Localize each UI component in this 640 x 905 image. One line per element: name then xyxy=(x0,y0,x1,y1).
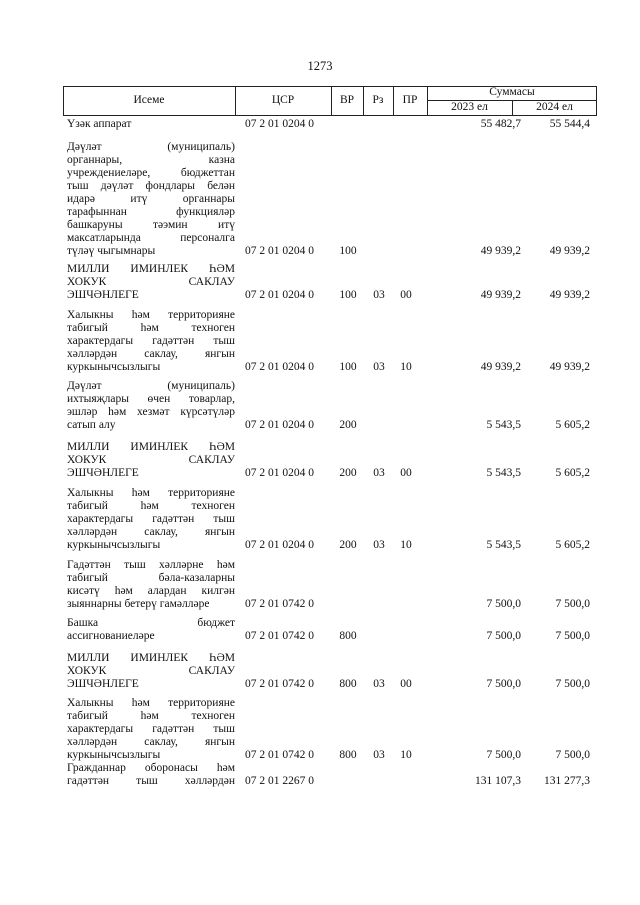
row-rz: 03 xyxy=(373,678,385,690)
row-sum-2024: 49 939,2 xyxy=(549,289,590,301)
row-sum-2023: 5 543,5 xyxy=(486,539,521,551)
row-name xyxy=(67,559,235,611)
row-csr: 07 2 01 0742 0 xyxy=(245,598,314,610)
row-vr: 200 xyxy=(339,419,357,431)
row-csr: 07 2 01 0204 0 xyxy=(245,118,314,130)
header-name: Исеме xyxy=(133,94,165,106)
row-sum-2023: 49 939,2 xyxy=(480,289,521,301)
row-name-line: характердагы гадәттән тыш xyxy=(67,335,235,347)
table-row xyxy=(63,118,597,131)
row-name-line: ХОКУК САКЛАУ xyxy=(67,665,235,677)
table-row xyxy=(63,141,597,258)
table-row xyxy=(63,559,597,611)
table-row xyxy=(63,441,597,480)
row-sum-2023: 55 482,7 xyxy=(480,118,521,130)
row-name xyxy=(67,697,235,762)
row-name-line: характердагы гадәттән тыш xyxy=(67,723,235,735)
row-name-line: эшләр һәм хезмәт күрсәтүләр xyxy=(67,406,235,418)
row-name xyxy=(67,762,235,788)
table-row xyxy=(63,617,597,643)
row-sum-2023: 5 543,5 xyxy=(486,419,521,431)
row-name-line: табигый бәла-казаларны xyxy=(67,572,235,584)
row-name xyxy=(67,263,235,302)
header-sums: Суммасы xyxy=(489,86,535,98)
table-row xyxy=(63,380,597,432)
row-name-line: Үзәк аппарат xyxy=(67,118,132,130)
table-row xyxy=(63,309,597,374)
row-name-line: башкаруны тәэмин итү xyxy=(67,219,235,231)
row-name-line: тыш дәүләт фондлары белән xyxy=(67,180,235,192)
row-name-line: МИЛЛИ ИМИНЛЕК ҺӘМ xyxy=(67,441,235,453)
row-name-line: ЭШЧӘНЛЕГЕ xyxy=(67,678,139,690)
row-sum-2023: 7 500,0 xyxy=(486,630,521,642)
row-csr: 07 2 01 0204 0 xyxy=(245,467,314,479)
row-vr: 200 xyxy=(339,467,357,479)
row-name-line: түләү чыгымнары xyxy=(67,245,156,257)
row-name-line: табигый һәм техноген xyxy=(67,710,235,722)
row-sum-2024: 5 605,2 xyxy=(555,419,590,431)
row-sum-2024: 49 939,2 xyxy=(549,245,590,257)
row-rz: 03 xyxy=(373,467,385,479)
row-csr: 07 2 01 0204 0 xyxy=(245,289,314,301)
row-name-line: куркынычсызлыгы xyxy=(67,749,161,761)
row-vr: 800 xyxy=(339,749,357,761)
table-header xyxy=(63,86,597,116)
table-row xyxy=(63,487,597,552)
row-rz: 03 xyxy=(373,539,385,551)
row-sum-2023: 7 500,0 xyxy=(486,678,521,690)
row-name-line: Халыкны һәм территорияне xyxy=(67,309,235,321)
row-name-line: идарә итү органнары xyxy=(67,193,235,205)
row-name-line: тарафыннан функцияләр xyxy=(67,206,235,218)
row-name-line: органнары, казна xyxy=(67,154,235,166)
row-name-line: табигый һәм техноген xyxy=(67,500,235,512)
table-row xyxy=(63,263,597,302)
row-name-line: хәлләрдән саклау, янгын xyxy=(67,526,235,538)
row-pr: 10 xyxy=(400,361,412,373)
row-rz: 03 xyxy=(373,289,385,301)
row-vr: 800 xyxy=(339,630,357,642)
row-name xyxy=(67,487,235,552)
row-name xyxy=(67,617,235,643)
row-name-line: МИЛЛИ ИМИНЛЕК ҺӘМ xyxy=(67,263,235,275)
row-csr: 07 2 01 0204 0 xyxy=(245,361,314,373)
row-name-line: МИЛЛИ ИМИНЛЕК ҺӘМ xyxy=(67,652,235,664)
row-name-line: хәлләрдән саклау, янгын xyxy=(67,736,235,748)
row-name-line: ЭШЧӘНЛЕГЕ xyxy=(67,467,139,479)
row-name-line: максатларында персоналга xyxy=(67,232,235,244)
row-name-line: Гадәттән тыш хәлләрне һәм xyxy=(67,559,235,571)
row-sum-2024: 7 500,0 xyxy=(555,749,590,761)
row-name xyxy=(67,309,235,374)
row-sum-2024: 7 500,0 xyxy=(555,630,590,642)
row-name xyxy=(67,652,235,691)
row-sum-2023: 49 939,2 xyxy=(480,361,521,373)
row-csr: 07 2 01 0742 0 xyxy=(245,678,314,690)
row-sum-2024: 7 500,0 xyxy=(555,678,590,690)
row-sum-2023: 7 500,0 xyxy=(486,749,521,761)
row-rz: 03 xyxy=(373,361,385,373)
row-name-line: хәлләрдән саклау, янгын xyxy=(67,348,235,360)
row-pr: 00 xyxy=(400,678,412,690)
row-sum-2024: 131 277,3 xyxy=(544,775,590,787)
row-name-line: ХОКУК САКЛАУ xyxy=(67,454,235,466)
row-name xyxy=(67,141,235,258)
row-pr: 10 xyxy=(400,749,412,761)
header-vr: ВР xyxy=(339,94,355,106)
row-vr: 800 xyxy=(339,678,357,690)
row-name-line: куркынычсызлыгы xyxy=(67,361,161,373)
row-name-line: Халыкны һәм территорияне xyxy=(67,697,235,709)
row-pr: 00 xyxy=(400,467,412,479)
header-rz: Рз xyxy=(372,94,384,106)
row-name-line: ихтыяҗлары өчен товарлар, xyxy=(67,393,235,405)
row-name-line: сатып алу xyxy=(67,419,116,431)
page-number: 1273 xyxy=(307,59,333,73)
row-name-line: характердагы гадәттән тыш xyxy=(67,513,235,525)
row-sum-2023: 49 939,2 xyxy=(480,245,521,257)
table-row xyxy=(63,762,597,788)
row-csr: 07 2 01 0742 0 xyxy=(245,749,314,761)
row-vr: 200 xyxy=(339,539,357,551)
row-name-line: гадәттән тыш хәлләрдән xyxy=(67,775,235,787)
row-sum-2024: 55 544,4 xyxy=(549,118,590,130)
row-sum-2024: 5 605,2 xyxy=(555,467,590,479)
row-rz: 03 xyxy=(373,749,385,761)
row-name-line: ЭШЧӘНЛЕГЕ xyxy=(67,289,139,301)
header-2023: 2023 ел xyxy=(451,101,488,113)
row-sum-2023: 7 500,0 xyxy=(486,598,521,610)
row-name-line: ассигнованиеләре xyxy=(67,630,155,642)
row-sum-2024: 7 500,0 xyxy=(555,598,590,610)
row-name-line: зыяннарны бетерү гамәлләре xyxy=(67,598,210,610)
row-pr: 10 xyxy=(400,539,412,551)
row-name-line: куркынычсызлыгы xyxy=(67,539,161,551)
row-name-line: Дәүләт (муниципаль) xyxy=(67,380,235,392)
row-sum-2024: 49 939,2 xyxy=(549,361,590,373)
row-csr: 07 2 01 0204 0 xyxy=(245,245,314,257)
row-name-line: Башка бюджет xyxy=(67,617,235,629)
table-row xyxy=(63,697,597,762)
row-pr: 00 xyxy=(400,289,412,301)
row-vr: 100 xyxy=(339,361,357,373)
row-csr: 07 2 01 0742 0 xyxy=(245,630,314,642)
row-sum-2024: 5 605,2 xyxy=(555,539,590,551)
row-csr: 07 2 01 0204 0 xyxy=(245,539,314,551)
row-name-line: ХОКУК САКЛАУ xyxy=(67,276,235,288)
row-sum-2023: 5 543,5 xyxy=(486,467,521,479)
row-name xyxy=(67,118,235,131)
row-vr: 100 xyxy=(339,289,357,301)
row-csr: 07 2 01 0204 0 xyxy=(245,419,314,431)
row-name-line: кисәтү һәм алардан килгән xyxy=(67,585,235,597)
row-name-line: Дәүләт (муниципаль) xyxy=(67,141,235,153)
row-csr: 07 2 01 2267 0 xyxy=(245,775,314,787)
row-name-line: табигый һәм техноген xyxy=(67,322,235,334)
table-row xyxy=(63,652,597,691)
row-name-line: Гражданнар оборонасы һәм xyxy=(67,762,235,774)
row-name xyxy=(67,441,235,480)
row-name xyxy=(67,380,235,432)
row-name-line: Халыкны һәм территорияне xyxy=(67,487,235,499)
row-name-line: учреждениеләре, бюджеттан xyxy=(67,167,235,179)
header-csr: ЦСР xyxy=(271,94,295,106)
row-sum-2023: 131 107,3 xyxy=(475,775,521,787)
header-pr: ПР xyxy=(402,94,418,106)
row-vr: 100 xyxy=(339,245,357,257)
header-2024: 2024 ел xyxy=(536,101,573,113)
